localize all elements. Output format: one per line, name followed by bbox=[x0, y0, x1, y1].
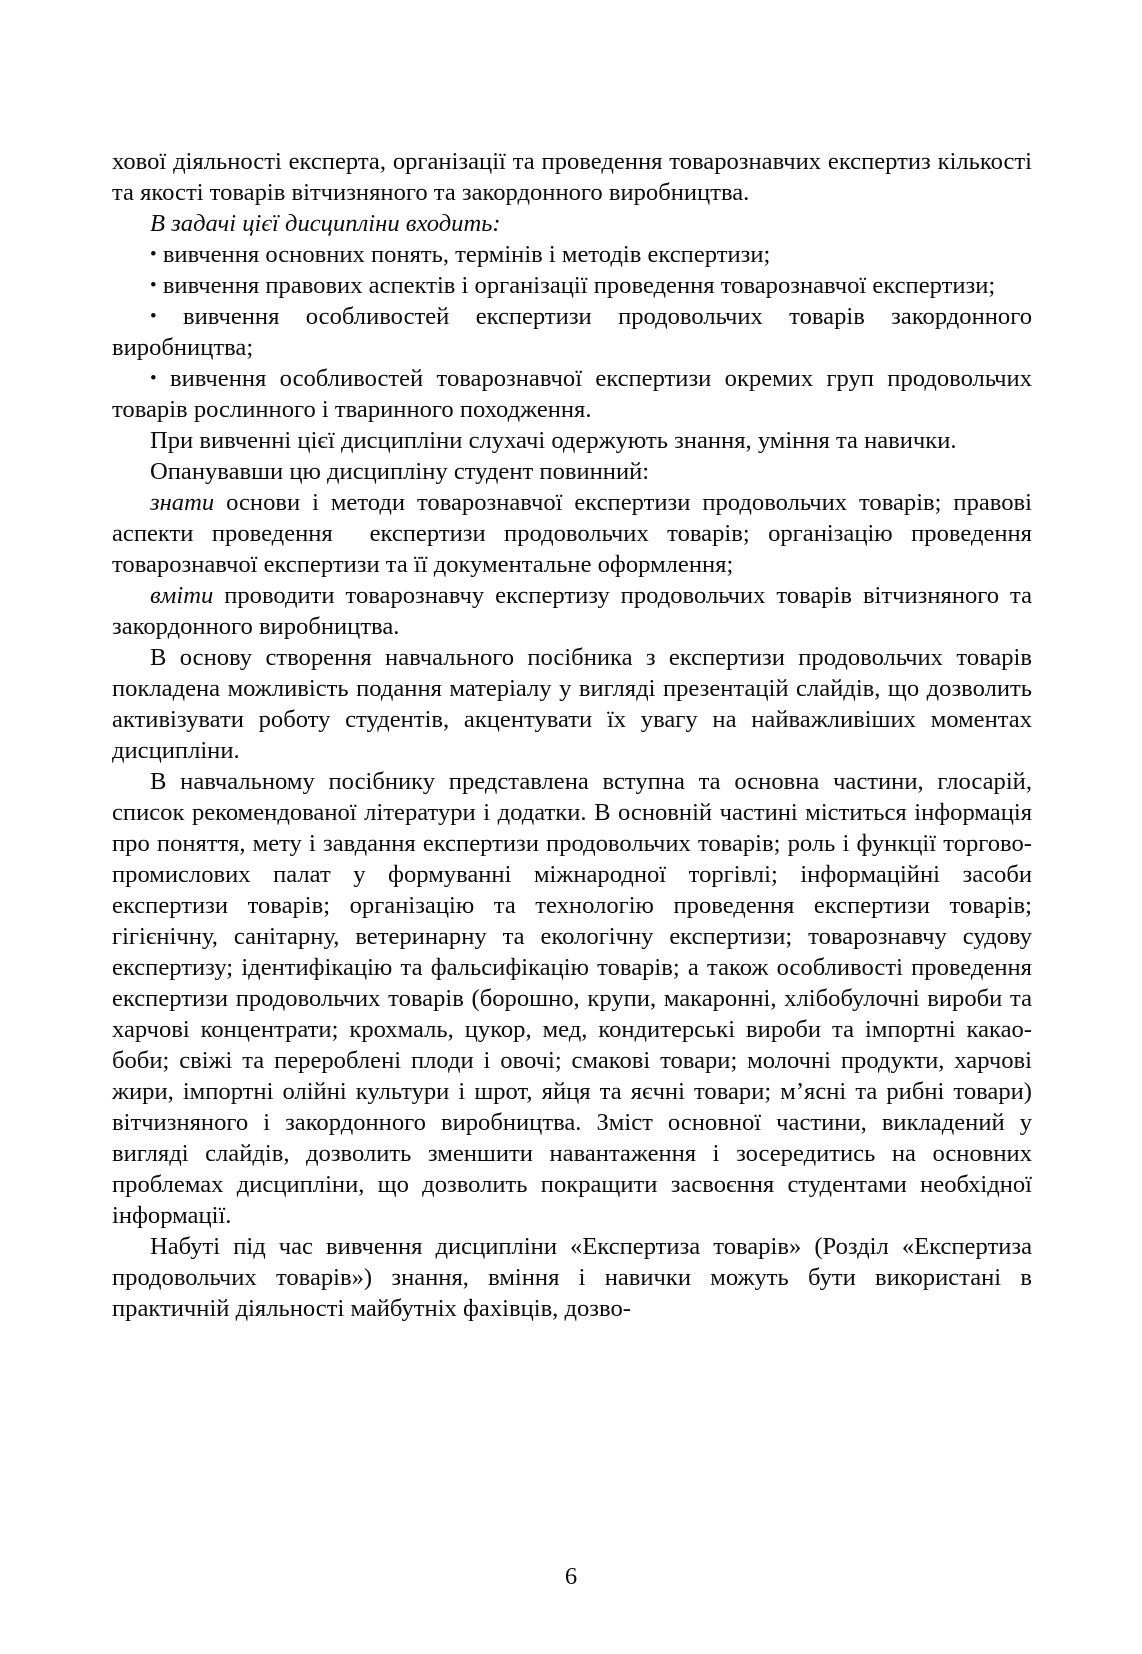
paragraph-basis: В основу створення навчального посібника з експертизи продовольчих товарів покладена можливість подання матеріалу у вигляді презентацій слайдів, що дозволить активізувати роботу студентів, акцентувати їх увагу на найважливіших моментах дисципліни. bbox=[112, 644, 1039, 764]
paragraph-requirements-lead: Опанувавши цю дисципліну студент повинний: bbox=[150, 458, 650, 485]
bullet-icon: • bbox=[150, 275, 157, 296]
paragraph-able bbox=[112, 580, 1039, 642]
paragraph-know bbox=[112, 487, 1039, 580]
paragraph-skills: При вивченні цієї дисципліни слухачі одержують знання, уміння та навички. bbox=[150, 427, 957, 454]
list-item bbox=[112, 239, 1032, 270]
bullet-icon: • bbox=[150, 368, 157, 389]
term-vmity: вміти bbox=[150, 582, 214, 609]
paragraph-acquired: Набуті під час вивчення дисципліни «Експертиза товарів» (Розділ «Експертиза продовольчих товарів») знання, вміння і навички можуть бути використані в практичній діяльності майбутніх фахівців, дозво- bbox=[112, 1233, 1039, 1322]
list-item-label: вивчення особливостей експертизи продовольчих товарів закордонного виробництва; bbox=[112, 303, 1039, 361]
term-znaty: знати bbox=[150, 489, 215, 516]
paragraph-know-text: основи і методи товарознавчої експертизи продовольчих товарів; правові аспекти проведення експертизи продовольчих товарів; організацію проведення товарознавчої експертизи та її документальне оформлення; bbox=[112, 489, 1039, 578]
list-item-label: вивчення основних понять, термінів і методів експертизи; bbox=[162, 241, 771, 268]
bullet-icon: • bbox=[150, 244, 157, 265]
page-text-body bbox=[112, 146, 1039, 1324]
page-number: 6 bbox=[564, 1563, 578, 1590]
paragraph-able-text: проводити товарознавчу експертизу продовольчих товарів вітчизняного та закордонного виробництва. bbox=[112, 582, 1039, 640]
paragraph-continuation: хової діяльності експерта, організації та проведення товарознавчих експертиз кількості та якості товарів вітчизняного та закордонного виробництва. bbox=[112, 148, 1039, 206]
paragraph-contents: В навчальному посібнику представлена вступна та основна частини, глосарій, список рекомендованої літератури і додатки. В основній частині міститься інформація про поняття, мету і завдання експертизи продовольчих товарів; роль і функції торгово-промислових палат у формуванні міжнародної торгівлі; інформаційні засоби експертизи товарів; організацію та технологію проведення експертизи товарів; гігієнічну, санітарну, ветеринарну та екологічну експертизи; товарознавчу судову експертизу; ідентифікацію та фальсифікацію товарів; а також особливості проведення експертизи продовольчих товарів (борошно, крупи, макаронні, хлібобулочні вироби та харчові концентрати; крохмаль, цукор, мед, кондитерські вироби та імпортні какао-боби; свіжі та перероблені плоди і овочі; смакові товари; молочні продукти, харчові жири, імпортні олійні культури і шрот, яйця та яєчні товари; м’ясні та рибні товари) вітчизняного і закордонного виробництва. Зміст основної частини, викладений у вигляді слайдів, дозволить зменшити навантаження і зосередитись на основних проблемах дисципліни, що дозволить покращити засвоєння студентами необхідної інформації. bbox=[112, 768, 1039, 1229]
list-item-label: вивчення особливостей товарознавчої експертизи окремих груп продовольчих товарів рослинного і тваринного походження. bbox=[112, 365, 1039, 423]
list-item bbox=[112, 363, 1039, 425]
list-item bbox=[112, 301, 1039, 363]
paragraph-tasks-lead: В задачі цієї дисципліни входить: bbox=[150, 210, 501, 237]
list-item bbox=[112, 270, 1032, 301]
list-item-label: вивчення правових аспектів і організації проведення товарознавчої експертизи; bbox=[162, 272, 996, 299]
bullet-icon: • bbox=[150, 306, 157, 327]
